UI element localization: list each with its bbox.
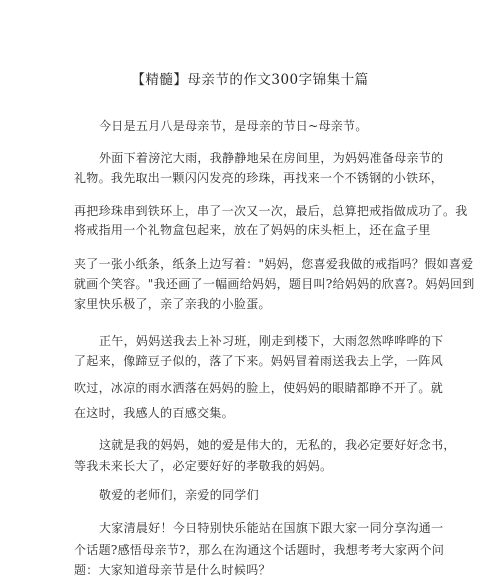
paragraph-line: 在这时，我感人的百感交集。 xyxy=(74,406,234,420)
paragraph-line: 大家清晨好！今日特别快乐能站在国旗下跟大家一同分享沟通一 xyxy=(99,521,444,535)
paragraph-line: 敬爱的老师们，亲爱的同学们 xyxy=(99,488,259,502)
paragraph-line: 个话题?感悟母亲节?，那么在沟通这个话题时，我想考考大家两个问 xyxy=(74,543,445,557)
paragraph-line: 夹了一张小纸条，纸条上边写着："妈妈，您喜爱我做的戒指吗？假如喜爱 xyxy=(74,257,474,271)
paragraph-line: 将戒指用一个礼物盒包起来，放在了妈妈的床头柜上，还在盒子里 xyxy=(74,223,431,237)
paragraph-line: 礼物。我先取出一颗闪闪发亮的珍珠，再找来一个不锈钢的小铁环， xyxy=(74,171,444,185)
paragraph-line: 今日是五月八是母亲节，是母亲的节日~母亲节。 xyxy=(99,119,368,133)
paragraph-line: 等我未来长大了，必定要好好的孝敬我的妈妈。 xyxy=(74,459,333,473)
paragraph-line: 外面下着滂沱大雨，我静静地呆在房间里，为妈妈准备母亲节的 xyxy=(99,151,444,165)
page-title: 【精髓】母亲节的作文300字锦集十篇 xyxy=(131,72,369,88)
paragraph-line: 吹过，冰凉的雨水洒落在妈妈的脸上，使妈妈的眼睛都睁不开了。就 xyxy=(74,381,444,395)
paragraph-line: 这就是我的妈妈，她的爱是伟大的，无私的，我必定要好好念书， xyxy=(99,438,456,452)
paragraph-line: 就画个笑容。"我还画了一幅画给妈妈，题目叫?给妈妈的欣喜?。妈妈回到 xyxy=(74,277,475,291)
paragraph-line: 了起来，像蹄豆子似的，落了下来。妈妈冒着雨送我去上学，一阵风 xyxy=(74,354,444,368)
paragraph-line: 家里快乐极了，亲了亲我的小脸蛋。 xyxy=(74,297,271,311)
paragraph-line: 题：大家知道母亲节是什么时候吗？ xyxy=(74,563,271,577)
paragraph-line: 再把珍珠串到铁环上，串了一次又一次，最后，总算把戒指做成功了。我 xyxy=(74,204,468,218)
paragraph-line: 正午，妈妈送我去上补习班，刚走到楼下，大雨忽然哗哗哗的下 xyxy=(99,334,444,348)
